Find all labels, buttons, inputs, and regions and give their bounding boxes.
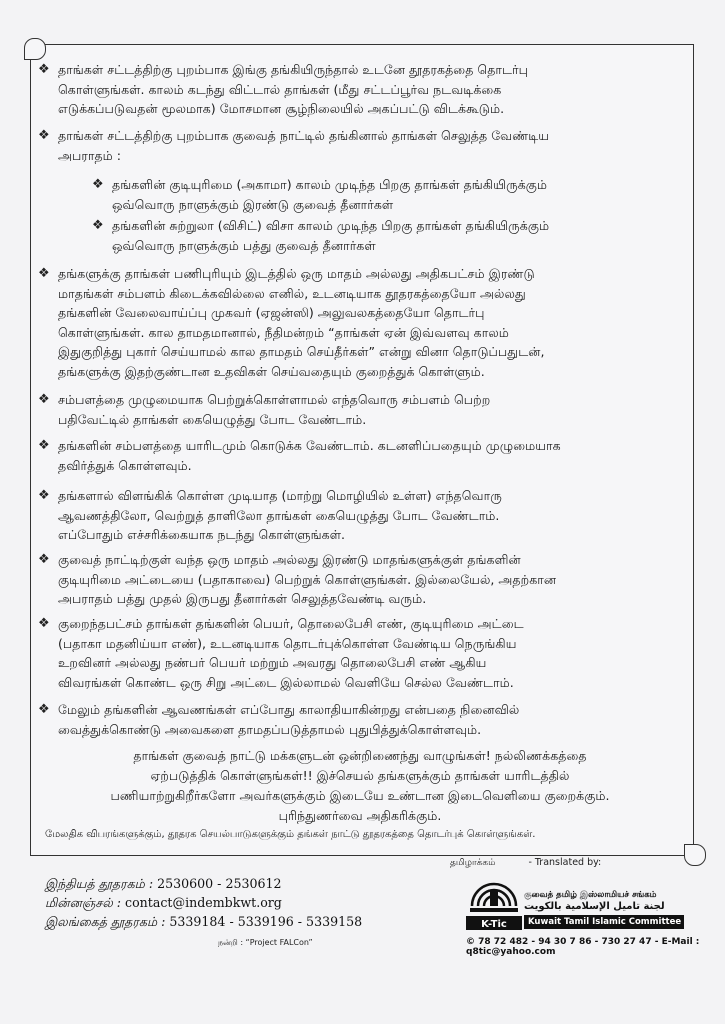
ktic-contact-line: © 78 72 482 - 94 30 7 86 - 730 27 47 - E-Mail : q8tic@yahoo.com: [466, 937, 700, 957]
diamond-bullet-icon: ❖: [38, 616, 50, 631]
bullet-item-overstay-contact: [38, 60, 688, 119]
bullet-item-unknown-documents: [38, 486, 688, 545]
bullet-text: குறைந்தபட்சம் தாங்கள் தங்களின் பெயர், தொலைபேசி எண், குடியுரிமை அட்டை (பதாகா மதனிய்யா எண்), உடனடியாக தொடர்புக்கொள்ள வேண்டிய நெருங்கிய உறவினர் அல்லது நண்பர் பெயர் மற்றும் அவரது தொலைபேசி எண் ஆகிய விவரங்கள் கொண்ட ஒரு சிறு அட்டை இல்லாமல் வெளியே செல்ல வேண்டாம்.: [58, 616, 524, 690]
closing-message: தாங்கள் குவைத் நாட்டு மக்களுடன் ஒன்றிணைந்து வாழுங்கள்! நல்லிணக்கத்தை ஏற்படுத்திக் கொள்ளுங்கள்!! இச்செயல் தங்களுக்கும் தாங்கள் யாரிடத்தில் பணியாற்றுகிறீர்களோ அவர்களுக்கும் இடையே உண்டான இடைவெளியை குறைக்கும். புரிந்துணர்வை அதிகரிக்கும்.: [110, 748, 610, 823]
scroll-curl-bottom-right: [684, 844, 706, 866]
ktic-logo: [466, 870, 684, 932]
ktic-logo-icon: [466, 870, 522, 932]
diamond-bullet-icon: ❖: [38, 392, 50, 407]
bullet-text: தங்களின் குடியுரிமை (அகாமா) காலம் முடிந்த பிறகு தாங்கள் தங்கியிருக்கும் ஒவ்வொரு நாளுக்கும் இரண்டு குவைத் தீனார்கள்: [112, 177, 548, 212]
sub-bullet-residency-fine: [92, 175, 682, 214]
india-embassy-row: [45, 874, 362, 893]
scroll-curl-top-left: [24, 38, 46, 60]
footer-note: மேலதிக விபரங்களுக்கும், தூதரக செயல்பாடுகளுக்கும் தங்கள் நாட்டு தூதரகத்தை தொடர்புக் கொள்ளுங்கள்.: [45, 829, 536, 840]
diamond-bullet-icon: ❖: [38, 438, 50, 453]
diamond-bullet-icon: ❖: [38, 62, 50, 77]
diamond-bullet-icon: ❖: [92, 177, 104, 192]
diamond-bullet-icon: ❖: [38, 702, 50, 717]
diamond-bullet-icon: ❖: [92, 218, 104, 233]
diamond-bullet-icon: ❖: [38, 128, 50, 143]
bullet-item-document-renewal: [38, 700, 688, 739]
sub-bullet-visit-visa-fine: [92, 216, 682, 255]
bullet-text: தங்களால் விளங்கிக் கொள்ள முடியாத (மாற்று மொழியில் உள்ள) எந்தவொரு ஆவணத்திலோ, வெற்றுத் தாளிலோ தாங்கள் கையெழுத்து போட வேண்டாம். எப்போதும் எச்சரிக்கையாக நடந்து கொள்ளுங்கள்.: [58, 488, 502, 542]
ktic-mark-text: K-Tic: [481, 919, 507, 930]
logo-tamil-name: குவைத் தமிழ் இஸ்லாமியச் சங்கம்: [524, 890, 657, 900]
srilanka-embassy-numbers: 5339184 - 5339196 - 5339158: [169, 914, 363, 929]
india-embassy-numbers: 2530600 - 2530612: [157, 876, 282, 891]
bullet-text: மேலும் தங்களின் ஆவணங்கள் எப்போது காலாதியாகின்றது என்பதை நினைவில் வைத்துக்கொண்டு அவைகளை தாமதப்படுத்தாமல் புதுபித்துக்கொள்ளவும்.: [58, 702, 520, 737]
srilanka-embassy-row: [45, 912, 362, 931]
bullet-item-salary-lending: [38, 436, 688, 475]
bullet-text: சம்பளத்தை முழுமையாக பெற்றுக்கொள்ளாமல் எந்தவொரு சம்பளம் பெற்ற பதிவேட்டில் தாங்கள் கையெழுத்து போட வேண்டாம்.: [58, 392, 491, 427]
bullet-item-id-card: [38, 614, 688, 692]
bullet-item-salary-register: [38, 390, 688, 429]
bullet-text: தாங்கள் சட்டத்திற்கு புறம்பாக இங்கு தங்கியிருந்தால் உடனே தூதரகத்தை தொடர்பு கொள்ளுங்கள். காலம் கடந்து விட்டால் தாங்கள் (மீது சட்டப்பூர்வ நடவடிக்கை எடுக்கப்படுவதன் மூலமாக) மோசமான சூழ்நிலையில் அகப்பட்டு விடக்கூடும்.: [58, 62, 528, 116]
translated-english: - Translated by:: [528, 857, 602, 868]
contact-block: [45, 874, 362, 931]
credit-note: நன்றி : “Project FALCon”: [218, 938, 313, 947]
diamond-bullet-icon: ❖: [38, 552, 50, 567]
email-label: மின்னஞ்சல் :: [45, 895, 122, 910]
bullet-text: தங்களின் சம்பளத்தை யாரிடமும் கொடுக்க வேண்டாம். கடனளிப்பதையும் முழுமையாக தவிர்த்துக் கொள்ளவும்.: [58, 438, 561, 473]
diamond-bullet-icon: ❖: [38, 266, 50, 281]
translated-tamil: தமிழாக்கம்: [450, 858, 496, 868]
diamond-bullet-icon: ❖: [38, 488, 50, 503]
india-embassy-label: இந்தியத் தூதரகம் :: [45, 876, 154, 891]
bullet-text: தங்களின் சுற்றுலா (விசிட்) விசா காலம் முடிந்த பிறகு தாங்கள் தங்கியிருக்கும் ஒவ்வொரு நாளுக்கும் பத்து குவைத் தீனார்கள்: [112, 218, 550, 253]
translated-by: [450, 857, 601, 869]
bullet-item-civil-id: [38, 550, 688, 609]
email-value[interactable]: contact@indembkwt.org: [125, 895, 282, 910]
bullet-item-fine-heading: [38, 126, 688, 165]
bullet-text: தங்களுக்கு தாங்கள் பணிபுரியும் இடத்தில் ஒரு மாதம் அல்லது அதிகபட்சம் இரண்டு மாதங்கள் சம்பளம் கிடைக்கவில்லை எனில், உடனடியாக தூதரகத்தையோ அல்லது தங்களின் வேலைவாய்ப்பு முகவர் (ஏஜன்ஸி) அலுவலகத்தையோ தொடர்பு கொள்ளுங்கள். கால தாமதமானால், நீதிமன்றம் “தாங்கள் ஏன் இவ்வளவு காலம் இதுகுறித்து புகார் செய்யாமல் கால தாமதம் செய்தீர்கள்” என்று வினா தொடுப்பதுடன், தங்களுக்கு இதற்குண்டான உதவிகள் செய்வதையும் குறைத்துக் கொள்ளும்.: [58, 266, 545, 379]
srilanka-embassy-label: இலங்கைத் தூதரகம் :: [45, 914, 166, 929]
bullet-text: குவைத் நாட்டிற்குள் வந்த ஒரு மாதம் அல்லது இரண்டு மாதங்களுக்குள் தங்களின் குடியுரிமை அட்டையை (பதாகாவை) பெற்றுக் கொள்ளுங்கள். இல்லையேல், அதற்கான அபராதம் பத்து முதல் இருபது தீனார்கள் செலுத்தவேண்டி வரும்.: [58, 552, 557, 606]
bullet-text: தாங்கள் சட்டத்திற்கு புறம்பாக குவைத் நாட்டில் தங்கினால் தாங்கள் செலுத்த வேண்டிய அபராதம் :: [58, 128, 550, 163]
logo-arabic-name: لجنة تاميل الإسلامية بالكويت: [524, 901, 665, 912]
bullet-item-salary-delay: [38, 264, 688, 381]
email-row: [45, 893, 362, 912]
logo-english-name: Kuwait Tamil Islamic Committee: [524, 915, 684, 929]
